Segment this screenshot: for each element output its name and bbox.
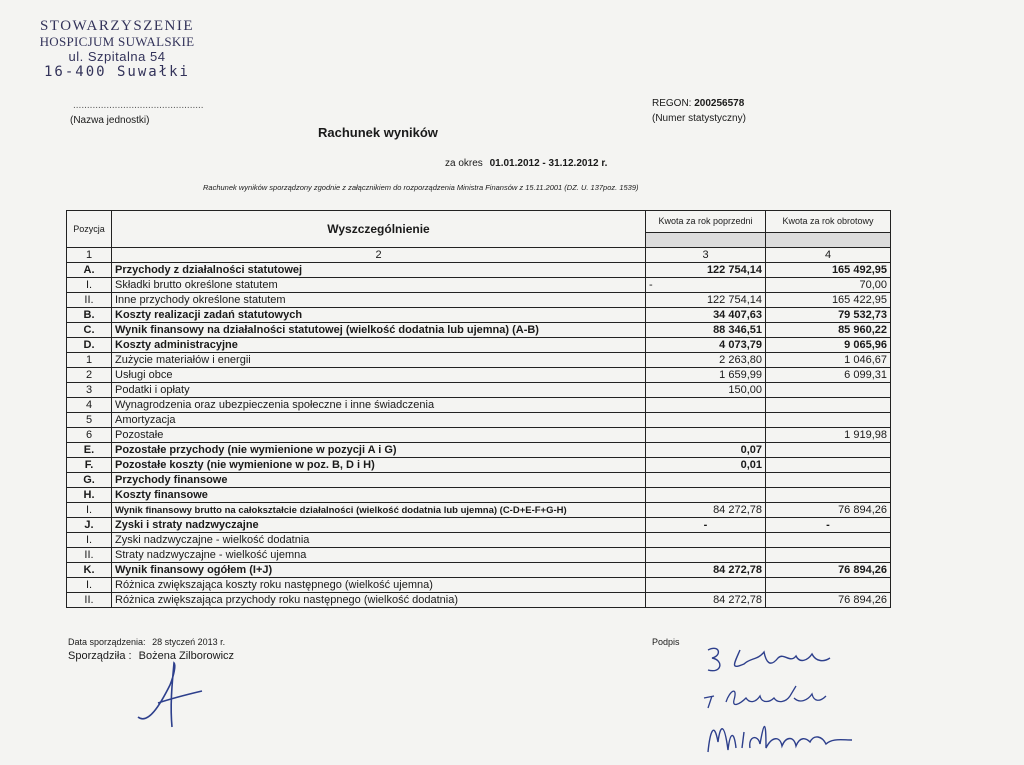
row-position: 6 <box>67 428 112 443</box>
period <box>445 158 607 169</box>
row-current-year-amount <box>766 548 891 563</box>
table-row <box>67 578 891 593</box>
row-description: Wynik finansowy ogółem (I+J) <box>112 563 646 578</box>
row-previous-year-amount: 0,07 <box>646 443 766 458</box>
row-position: B. <box>67 308 112 323</box>
signature-2 <box>700 682 850 712</box>
row-previous-year-amount: 2 263,80 <box>646 353 766 368</box>
row-position: F. <box>67 458 112 473</box>
row-description: Usługi obce <box>112 368 646 383</box>
row-position: I. <box>67 503 112 518</box>
table-row <box>67 398 891 413</box>
column-number-2: 2 <box>112 248 646 263</box>
column-number-3: 3 <box>646 248 766 263</box>
row-current-year-amount <box>766 413 891 428</box>
row-current-year-amount <box>766 488 891 503</box>
stamp-line-2: HOSPICJUM SUWALSKIE <box>39 34 195 49</box>
unit-dots: ............................................... <box>73 100 204 111</box>
row-position: I. <box>67 533 112 548</box>
row-position: 2 <box>67 368 112 383</box>
row-previous-year-amount <box>646 548 766 563</box>
row-position: II. <box>67 293 112 308</box>
income-statement-table <box>66 210 891 608</box>
organization-stamp <box>22 18 212 80</box>
table-row <box>67 383 891 398</box>
header-previous-year: Kwota za rok poprzedni <box>646 211 766 233</box>
table-row <box>67 338 891 353</box>
row-position: H. <box>67 488 112 503</box>
row-description: Zyski nadzwyczajne - wielkość dodatnia <box>112 533 646 548</box>
row-description: Różnica zwiększająca przychody roku następnego (wielkość dodatnia) <box>112 593 646 608</box>
row-description: Wynagrodzenia oraz ubezpieczenia społeczne i inne świadczenia <box>112 398 646 413</box>
row-description: Zyski i straty nadzwyczajne <box>112 518 646 533</box>
row-position: A. <box>67 263 112 278</box>
header-shade-prev <box>646 233 766 248</box>
row-description: Wynik finansowy brutto na całokształcie działalności (wielkość dodatnia lub ujemna) (C-D+E-F+G-H) <box>112 503 646 518</box>
row-previous-year-amount: - <box>646 518 766 533</box>
row-previous-year-amount: 88 346,51 <box>646 323 766 338</box>
row-description: Przychody z działalności statutowej <box>112 263 646 278</box>
page-title: Rachunek wyników <box>318 125 438 140</box>
signature-label: Podpis <box>652 637 680 647</box>
prepared-label: Sporządziła : <box>68 650 132 662</box>
row-description: Amortyzacja <box>112 413 646 428</box>
row-previous-year-amount: 122 754,14 <box>646 263 766 278</box>
row-position: 1 <box>67 353 112 368</box>
row-description: Koszty finansowe <box>112 488 646 503</box>
row-current-year-amount: 76 894,26 <box>766 503 891 518</box>
row-current-year-amount: - <box>766 518 891 533</box>
signature-1 <box>700 640 860 680</box>
row-previous-year-amount <box>646 473 766 488</box>
table-row <box>67 443 891 458</box>
stamp-line-1: STOWARZYSZENIE <box>39 18 195 34</box>
row-current-year-amount: 79 532,73 <box>766 308 891 323</box>
row-description: Przychody finansowe <box>112 473 646 488</box>
row-current-year-amount <box>766 578 891 593</box>
signature-3 <box>702 712 862 760</box>
row-description: Pozostałe przychody (nie wymienione w pozycji A i G) <box>112 443 646 458</box>
table-row <box>67 263 891 278</box>
row-previous-year-amount: 4 073,79 <box>646 338 766 353</box>
header-current-year: Kwota za rok obrotowy <box>766 211 891 233</box>
row-description: Koszty realizacji zadań statutowych <box>112 308 646 323</box>
table-row <box>67 278 891 293</box>
table-row <box>67 353 891 368</box>
row-previous-year-amount: 84 272,78 <box>646 503 766 518</box>
table-row <box>67 548 891 563</box>
date-label: Data sporządzenia: <box>68 637 146 647</box>
row-current-year-amount: 165 492,95 <box>766 263 891 278</box>
column-number-1: 1 <box>67 248 112 263</box>
row-previous-year-amount <box>646 488 766 503</box>
row-current-year-amount: 85 960,22 <box>766 323 891 338</box>
row-description: Podatki i opłaty <box>112 383 646 398</box>
row-previous-year-amount: 34 407,63 <box>646 308 766 323</box>
regon-label: REGON: <box>652 98 692 109</box>
row-previous-year-amount: 84 272,78 <box>646 563 766 578</box>
row-previous-year-amount: 0,01 <box>646 458 766 473</box>
header-position: Pozycja <box>67 211 112 248</box>
table-row <box>67 428 891 443</box>
row-current-year-amount <box>766 473 891 488</box>
table-row <box>67 308 891 323</box>
table-row <box>67 293 891 308</box>
period-label: za okres <box>445 158 483 169</box>
row-position: J. <box>67 518 112 533</box>
row-previous-year-amount <box>646 398 766 413</box>
row-position: K. <box>67 563 112 578</box>
row-current-year-amount <box>766 383 891 398</box>
row-position: C. <box>67 323 112 338</box>
row-current-year-amount: 70,00 <box>766 278 891 293</box>
row-current-year-amount: 1 919,98 <box>766 428 891 443</box>
header-description: Wyszczególnienie <box>112 211 646 248</box>
row-position: II. <box>67 593 112 608</box>
date-of-preparation <box>68 637 225 647</box>
table-row <box>67 368 891 383</box>
row-current-year-amount <box>766 458 891 473</box>
row-previous-year-amount: 150,00 <box>646 383 766 398</box>
table-row <box>67 593 891 608</box>
row-current-year-amount: 76 894,26 <box>766 563 891 578</box>
row-description: Straty nadzwyczajne - wielkość ujemna <box>112 548 646 563</box>
row-position: E. <box>67 443 112 458</box>
row-previous-year-amount: 84 272,78 <box>646 593 766 608</box>
row-current-year-amount: 76 894,26 <box>766 593 891 608</box>
legal-note: Rachunek wyników sporządzony zgodnie z załącznikiem do rozporządzenia Ministra Finansów z 15.11.2001 (DZ. U. 137poz. 1539) <box>203 183 639 192</box>
row-description: Pozostałe koszty (nie wymienione w poz. B, D i H) <box>112 458 646 473</box>
row-description: Koszty administracyjne <box>112 338 646 353</box>
row-previous-year-amount <box>646 578 766 593</box>
row-description: Różnica zwiększająca koszty roku następnego (wielkość ujemna) <box>112 578 646 593</box>
row-current-year-amount <box>766 398 891 413</box>
row-current-year-amount: 9 065,96 <box>766 338 891 353</box>
row-current-year-amount <box>766 443 891 458</box>
row-position: 5 <box>67 413 112 428</box>
row-position: II. <box>67 548 112 563</box>
row-position: I. <box>67 578 112 593</box>
regon <box>652 98 744 109</box>
row-previous-year-amount <box>646 533 766 548</box>
table-row <box>67 473 891 488</box>
prepared-name: Bożena Zilborowicz <box>138 650 235 662</box>
table-row <box>67 488 891 503</box>
stat-label: (Numer statystyczny) <box>652 113 746 124</box>
row-position: 3 <box>67 383 112 398</box>
table-row <box>67 458 891 473</box>
row-description: Pozostałe <box>112 428 646 443</box>
row-previous-year-amount: - <box>646 278 766 293</box>
stamp-line-4: 16-400 Suwałki <box>43 64 190 80</box>
table-row <box>67 518 891 533</box>
table-row <box>67 503 891 518</box>
row-current-year-amount <box>766 533 891 548</box>
stamp-line-3: ul. Szpitalna 54 <box>68 49 166 64</box>
row-previous-year-amount: 122 754,14 <box>646 293 766 308</box>
column-number-4: 4 <box>766 248 891 263</box>
row-position: D. <box>67 338 112 353</box>
row-position: G. <box>67 473 112 488</box>
unit-label: (Nazwa jednostki) <box>70 115 150 126</box>
row-current-year-amount: 1 046,67 <box>766 353 891 368</box>
row-current-year-amount: 165 422,95 <box>766 293 891 308</box>
row-position: 4 <box>67 398 112 413</box>
row-previous-year-amount: 1 659,99 <box>646 368 766 383</box>
row-previous-year-amount <box>646 413 766 428</box>
row-description: Wynik finansowy na działalności statutowej (wielkość dodatnia lub ujemna) (A-B) <box>112 323 646 338</box>
row-previous-year-amount <box>646 428 766 443</box>
table-row <box>67 413 891 428</box>
table-row <box>67 563 891 578</box>
regon-value: 200256578 <box>694 98 745 109</box>
row-description: Zużycie materiałów i energii <box>112 353 646 368</box>
header-shade-curr <box>766 233 891 248</box>
row-current-year-amount: 6 099,31 <box>766 368 891 383</box>
period-value: 01.01.2012 - 31.12.2012 r. <box>489 158 608 169</box>
row-description: Składki brutto określone statutem <box>112 278 646 293</box>
row-position: I. <box>67 278 112 293</box>
preparer-signature <box>130 655 210 735</box>
table-row <box>67 533 891 548</box>
row-description: Inne przychody określone statutem <box>112 293 646 308</box>
date-value: 28 styczeń 2013 r. <box>152 637 226 647</box>
table-row <box>67 323 891 338</box>
